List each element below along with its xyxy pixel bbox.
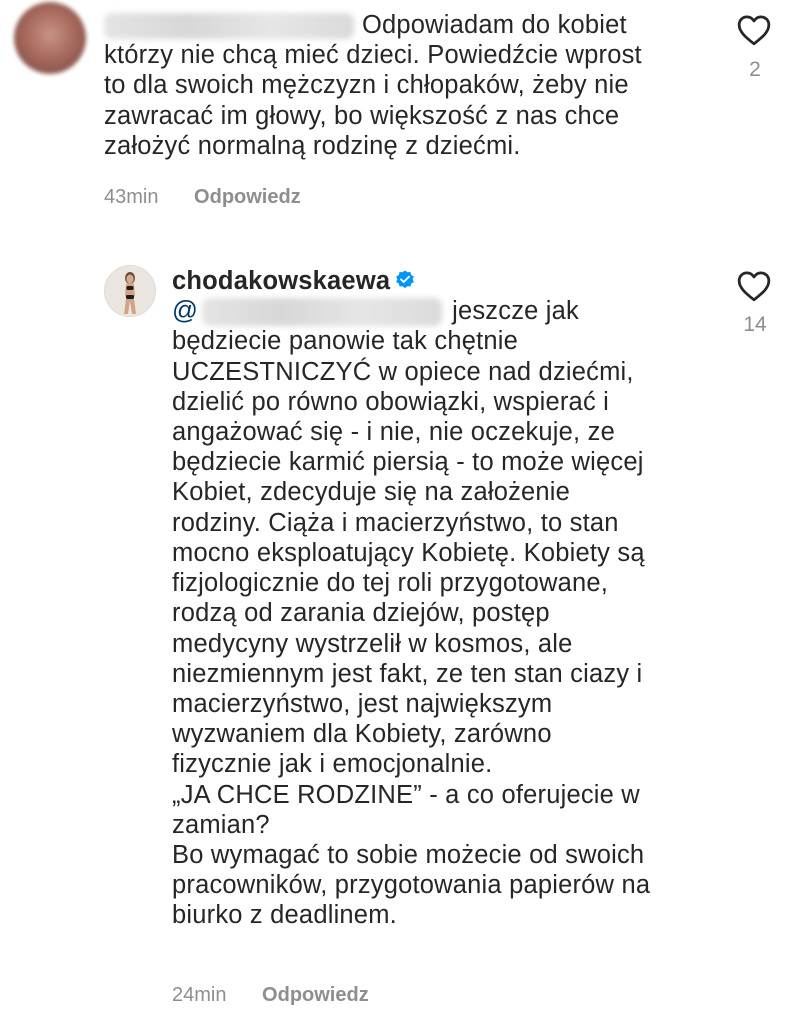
comment-1-line: Odpowiadam do kobiet: [362, 11, 627, 39]
comment-1-line: założyć normalną rodzinę z dziećmi.: [104, 131, 521, 160]
comment-1-like-count[interactable]: 2: [749, 58, 761, 81]
comment-1-time: 43min: [104, 186, 159, 208]
blurred-mention[interactable]: [202, 298, 442, 326]
comment-2-line: biurko z deadlinem.: [172, 901, 397, 930]
comment-1-reply-button[interactable]: Odpowiedz: [194, 186, 301, 208]
comment-2-line: będziecie panowie tak chętnie: [172, 327, 519, 356]
comment-2-line: rodziny. Ciąża i macierzyństwo, to stan: [172, 508, 619, 537]
comment-1-line: którzy nie chcą mieć dzieci. Powiedźcie wprost: [104, 41, 642, 70]
comment-1-line: to dla swoich mężczyzn i chłopaków, żeby nie: [104, 71, 629, 100]
comment-2-line: zamian?: [172, 810, 270, 839]
comment-2-username[interactable]: chodakowskaewa: [172, 267, 391, 295]
heart-outline-icon[interactable]: [736, 270, 772, 302]
comment-2-line: będziecie karmić piersią - to może więcej: [172, 448, 644, 477]
comment-2-line: medycyny wystrzelił w kosmos, ale: [172, 629, 573, 658]
mention-at-sign: @: [172, 297, 199, 326]
comment-2-line: fizjologicznie do tej roli przygotowane,: [172, 569, 609, 598]
comment-2-line: macierzyństwo, jest największym: [172, 689, 553, 718]
verified-badge-icon: [394, 269, 416, 291]
comment-2-time: 24min: [172, 984, 227, 1006]
blurred-username[interactable]: [104, 13, 354, 39]
comment-2-reply-button[interactable]: Odpowiedz: [262, 984, 369, 1006]
comment-2-text: [172, 266, 650, 931]
comment-2-line: jeszcze jak: [452, 297, 580, 326]
comment-2-line: mocno eksploatujący Kobietę. Kobiety są: [172, 538, 645, 567]
comment-2-line: wyzwaniem dla Kobiety, zarówno: [172, 720, 552, 749]
comment-2-line: Kobiet, zdecyduje się na założenie: [172, 478, 571, 507]
comment-2-line: Bo wymagać to sobie możecie od swoich: [172, 840, 645, 869]
comment-2-line: „JA CHCE RODZINE” - a co oferujecie w: [172, 780, 640, 809]
comment-1-meta: [104, 186, 301, 209]
comment-1-text: [104, 10, 642, 161]
chodakowskaewa-avatar[interactable]: [104, 265, 156, 317]
comment-2-line: dzielić po równo obowiązki, wspierać i: [172, 387, 610, 416]
comment-2-line: niezmiennym jest fakt, ze ten stan ciazy i: [172, 659, 643, 688]
comment-2-line: fizycznie jak i emocjonalnie.: [172, 750, 493, 779]
comment-2-like-count[interactable]: 14: [743, 313, 767, 336]
comment-1-line: zawracać im głowy, bo większość z nas chce: [104, 101, 620, 130]
comment-2-line: rodzą od zarania dziejów, postęp: [172, 599, 550, 628]
commenter-avatar[interactable]: [14, 2, 86, 74]
comment-2-line: UCZESTNICZYĆ w opiece nad dziećmi,: [172, 357, 634, 386]
avatar-photo-icon: [105, 266, 155, 316]
comment-2-line: pracowników, przygotowania papierów na: [172, 871, 651, 900]
comment-2-line: angażować się - i nie, nie oczekuje, ze: [172, 418, 615, 447]
comment-2-meta: [172, 984, 369, 1007]
heart-outline-icon[interactable]: [736, 14, 772, 46]
